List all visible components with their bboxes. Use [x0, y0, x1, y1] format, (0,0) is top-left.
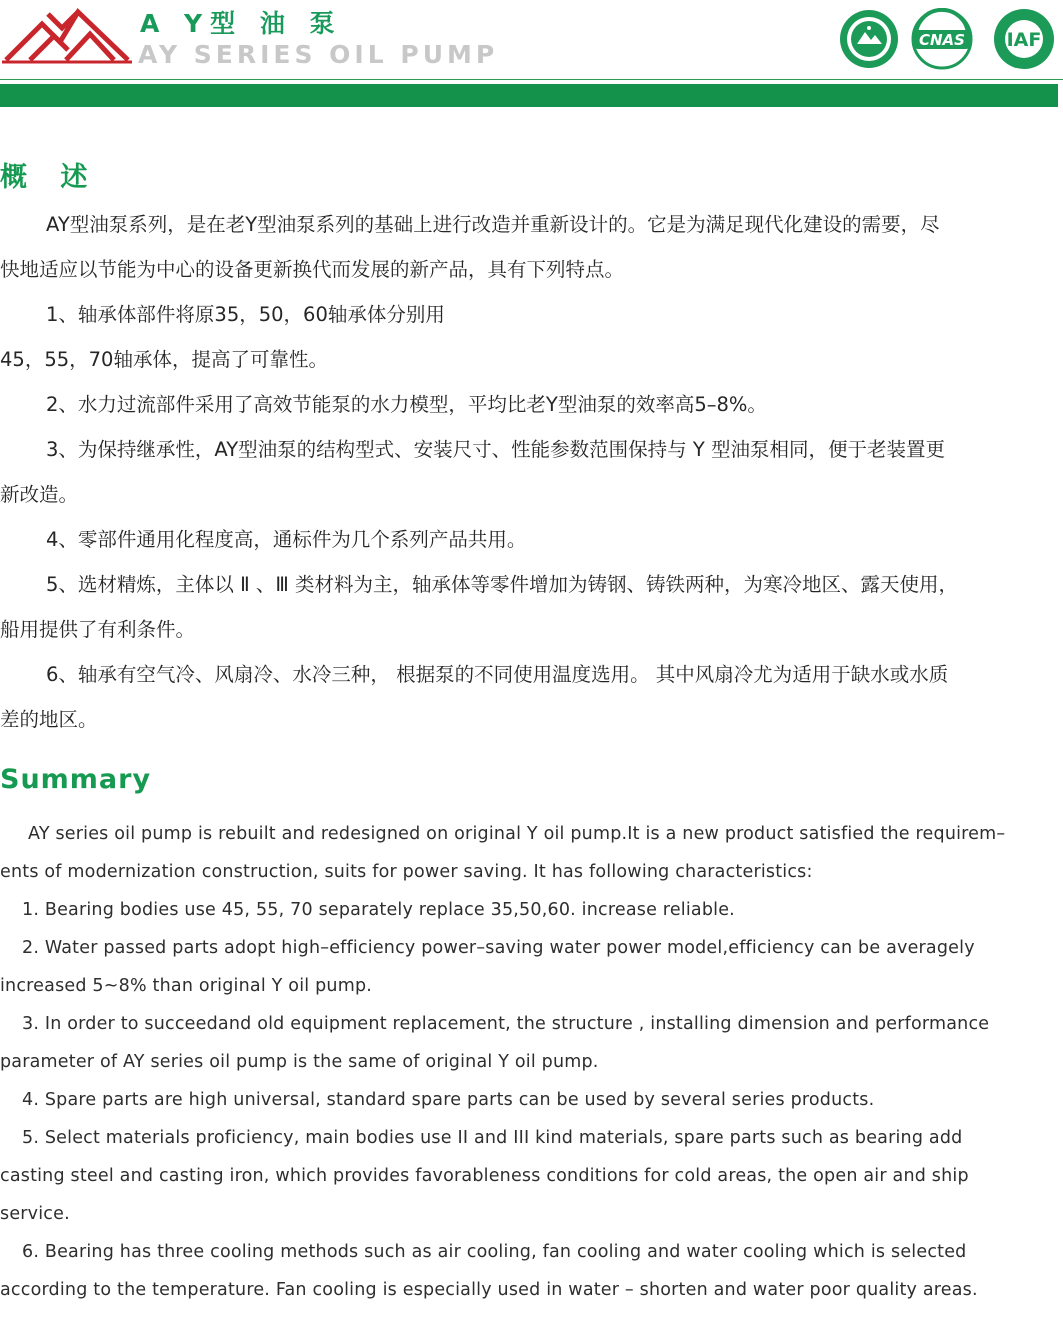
overview-heading: 概 述	[0, 162, 100, 193]
cert-seal-icon	[840, 10, 898, 68]
overview-line: 5、选材精炼，主体以 Ⅱ 、Ⅲ 类材料为主，轴承体等零件增加为铸钢、铸铁两种，为寒冷地区、露天使用，	[46, 573, 959, 596]
cnas-label: CNAS	[919, 31, 965, 49]
certification-badges	[838, 8, 1058, 70]
overview-line: 4、零部件通用化程度高，通标件为几个系列产品共用。	[46, 528, 527, 551]
header-green-band	[0, 84, 1058, 107]
summary-line: 6. Bearing has three cooling methods such as air cooling, fan cooling and water cooling which is selected	[22, 1242, 967, 1262]
cnas-icon	[913, 10, 971, 68]
summary-line: 5. Select materials proficiency, main bodies use II and III kind materials, spare parts such as bearing add	[22, 1128, 963, 1148]
overview-line: 快地适应以节能为中心的设备更新换代而发展的新产品，具有下列特点。	[0, 258, 625, 281]
summary-line: 3. In order to succeedand old equipment replacement, the structure , installing dimension and performance	[22, 1014, 990, 1034]
overview-line: 新改造。	[0, 483, 79, 506]
overview-line: 3、为保持继承性，AY型油泵的结构型式、安装尺寸、性能参数范围保持与 Y 型油泵相同，便于老装置更	[46, 438, 945, 461]
company-logo-icon	[2, 2, 132, 64]
page-title-en: AY SERIES OIL PUMP	[138, 40, 499, 69]
iaf-label: IAF	[1006, 29, 1042, 51]
summary-line: 4. Spare parts are high universal, standard spare parts can be used by several series products.	[22, 1090, 875, 1110]
summary-line: according to the temperature. Fan cooling is especially used in water – shorten and water poor quality areas.	[0, 1280, 978, 1300]
iaf-icon	[994, 9, 1054, 69]
summary-line: 1. Bearing bodies use 45, 55, 70 separately replace 35,50,60. increase reliable.	[22, 900, 735, 920]
summary-heading: Summary	[0, 764, 152, 795]
header-divider-line	[0, 79, 1063, 80]
overview-line: 1、轴承体部件将原35，50，60轴承体分别用	[46, 303, 445, 326]
overview-line: 2、水力过流部件采用了高效节能泵的水力模型，平均比老Y型油泵的效率高5–8%。	[46, 393, 767, 416]
summary-line: casting steel and casting iron, which provides favorableness conditions for cold areas, the open air and ship	[0, 1166, 969, 1186]
page-title-cn: A Y型 油 泵	[140, 9, 343, 38]
overview-line: 45，55，70轴承体，提高了可靠性。	[0, 348, 328, 371]
summary-line: service.	[0, 1204, 70, 1224]
summary-line: 2. Water passed parts adopt high–efficiency power–saving water power model,efficiency can be averagely	[22, 938, 975, 958]
summary-line: increased 5~8% than original Y oil pump.	[0, 976, 373, 996]
overview-line: 船用提供了有利条件。	[0, 618, 196, 641]
summary-line: parameter of AY series oil pump is the same of original Y oil pump.	[0, 1052, 599, 1072]
overview-line: AY型油泵系列，是在老Y型油泵系列的基础上进行改造并重新设计的。它是为满足现代化建设的需要，尽	[46, 213, 940, 236]
overview-line: 6、轴承有空气冷、风扇冷、水冷三种， 根据泵的不同使用温度选用。 其中风扇冷尤为适用于缺水或水质	[46, 663, 949, 686]
summary-line: AY series oil pump is rebuilt and redesigned on original Y oil pump.It is a new product satisfied the requirem–	[28, 824, 1006, 844]
overview-line: 差的地区。	[0, 708, 98, 731]
summary-line: ents of modernization construction, suits for power saving. It has following characteristics:	[0, 862, 813, 882]
